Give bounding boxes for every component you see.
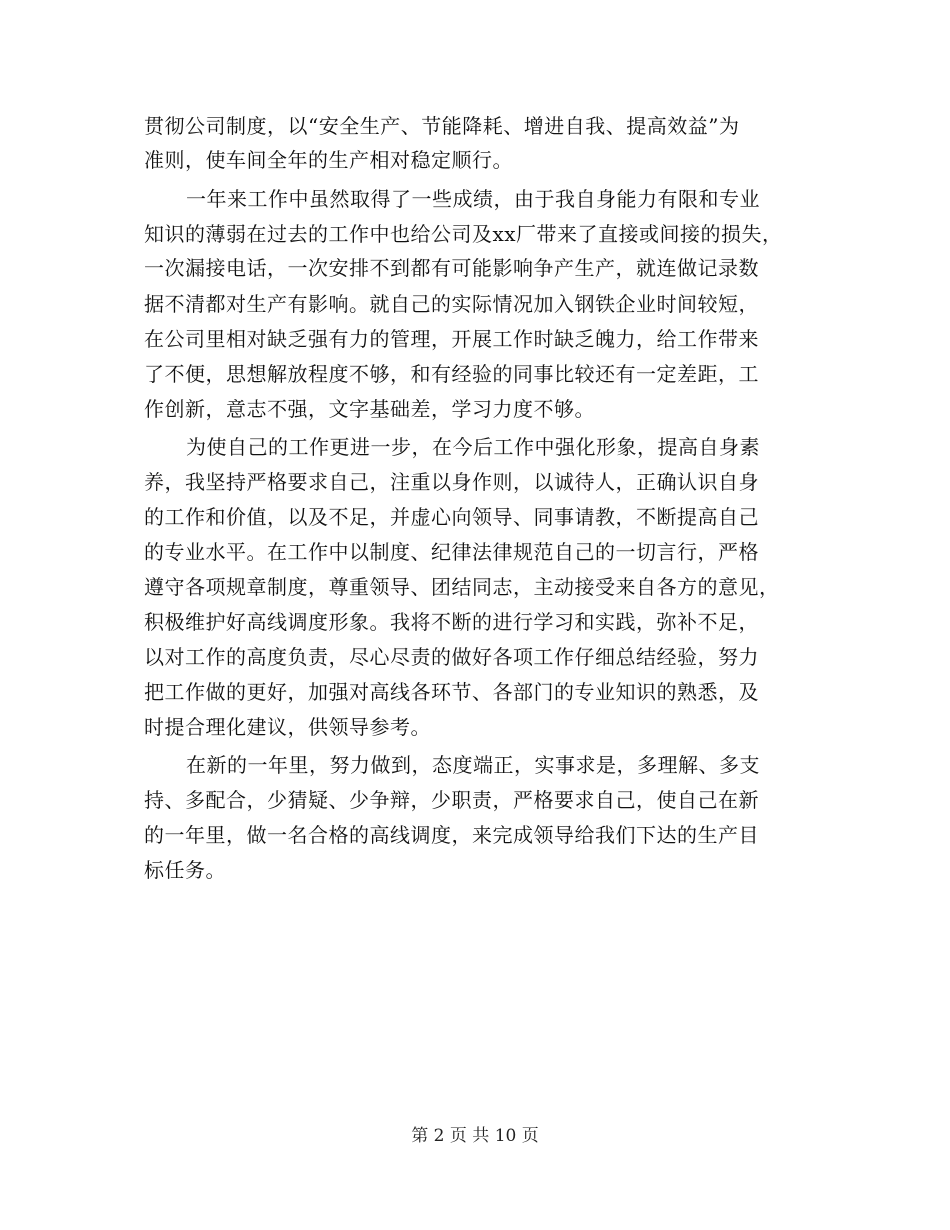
paragraph-line: 积极维护好高线调度形象。我将不断的进行学习和实践，弥补不足， [144,610,759,634]
paragraph-line: 的工作和价值，以及不足，并虚心向领导、同事请教，不断提高自己 [144,505,759,529]
paragraph-line: 知识的薄弱在过去的工作中也给公司及xx厂带来了直接或间接的损失， [144,222,783,246]
paragraph-line: 标任务。 [144,858,226,882]
paragraph-line: 养，我坚持严格要求自己，注重以身作则，以诚待人，正确认识自身 [144,470,759,494]
paragraph-line: 为使自己的工作更进一步，在今后工作中强化形象，提高自身素 [186,435,760,459]
paragraph-line: 作创新，意志不强，文字基础差，学习力度不够。 [144,397,595,421]
paragraph-line: 把工作做的更好，加强对高线各环节、各部门的专业知识的熟悉，及 [144,680,759,704]
paragraph-line: 以对工作的高度负责，尽心尽责的做好各项工作仔细总结经验，努力 [144,645,759,669]
paragraph-line: 了不便，思想解放程度不够，和有经验的同事比较还有一定差距，工 [144,362,759,386]
paragraph-line: 遵守各项规章制度，尊重领导、团结同志，主动接受来自各方的意见， [144,575,780,599]
paragraph-line: 一次漏接电话，一次安排不到都有可能影响争产生产，就连做记录数 [144,256,759,280]
paragraph-line: 的专业水平。在工作中以制度、纪律法律规范自己的一切言行，严格 [144,540,759,564]
paragraph-line: 据不清都对生产有影响。就自己的实际情况加入钢铁企业时间较短， [144,292,759,316]
paragraph-line: 在新的一年里，努力做到，态度端正，实事求是，多理解、多支 [186,753,760,777]
page-footer: 第 2 页 共 10 页 [411,1126,539,1146]
paragraph-line: 一年来工作中虽然取得了一些成绩，由于我自身能力有限和专业 [186,187,760,211]
paragraph-line: 贯彻公司制度，以“安全生产、节能降耗、增进自我、提高效益”为 [144,114,740,138]
paragraph-line: 时提合理化建议，供领导参考。 [144,715,431,739]
paragraph-line: 在公司里相对缺乏强有力的管理，开展工作时缺乏魄力，给工作带来 [144,327,759,351]
paragraph-line: 持、多配合，少猜疑、少争辩，少职责，严格要求自己，使自己在新 [144,788,759,812]
paragraph-line: 准则，使车间全年的生产相对稳定顺行。 [144,148,513,172]
paragraph-line: 的一年里，做一名合格的高线调度，来完成领导给我们下达的生产目 [144,823,759,847]
